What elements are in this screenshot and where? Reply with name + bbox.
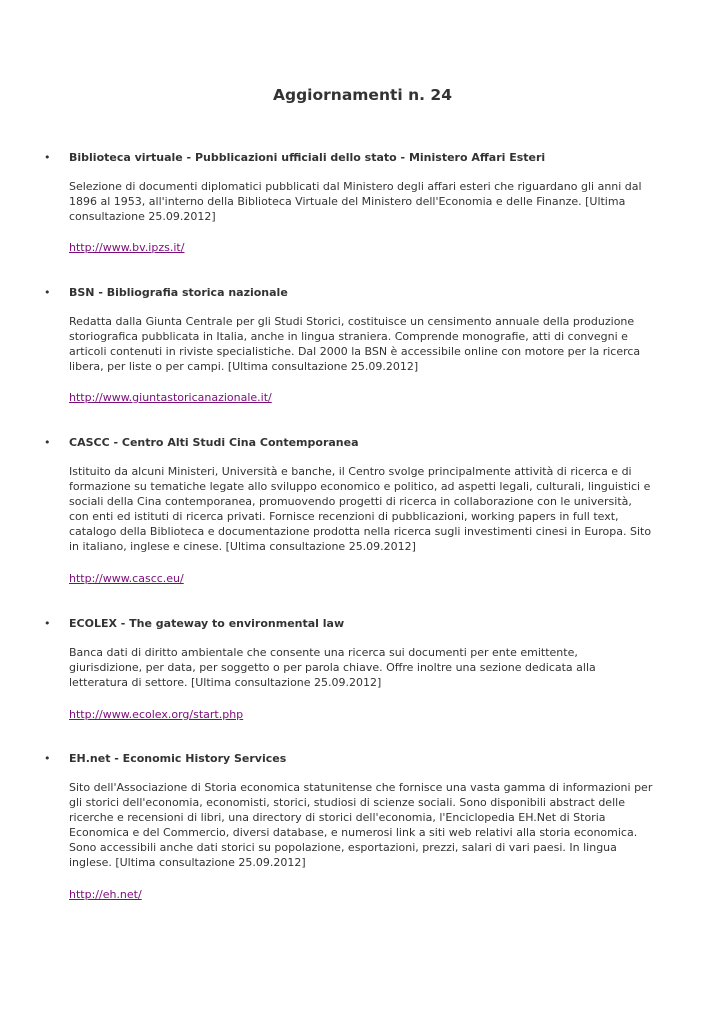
entry-description: Istituito da alcuni Ministeri, Università e banche, il Centro svolge principalmente attività di ricerca e di formazione su tematiche legate allo sviluppo economico e politico, ad aspetti legali, culturali, linguistici e sociali della Cina contemporanea, promuovendo progetti di ricerca in collaborazione con le università, con enti ed istituti di ricerca privati. Fornisce recenzioni di pubblicazioni, working papers in full text, catalogo della Biblioteca e documentazione prodotta nella ricerca sugli investimenti cinesi in Europa. Sito in italiano, inglese e cinese. [Ultima consultazione 25.09.2012] — [69, 465, 652, 554]
entry-description: Sito dell'Associazione di Storia economica statunitense che fornisce una vasta gamma di informazioni per gli storici dell'economia, economisti, storici, studiosi di scienze sociali. Sono disponibili abstract delle ricerche e recensioni di libri, una directory di storici dell'economia, l'Enciclopedia EH.Net di Storia Economica e del Commercio, diversi database, e numerosi link a siti web relativi alla storia economica. Sono accessibili anche dati storici su popolazione, esportazioni, prezzi, salari di vari paesi. In lingua inglese. [Ultima consultazione 25.09.2012] — [69, 781, 653, 870]
bullet-icon: • — [44, 151, 51, 164]
entry-link[interactable]: http://www.bv.ipzs.it/ — [69, 241, 185, 254]
entry-description: Redatta dalla Giunta Centrale per gli Studi Storici, costituisce un censimento annuale della produzione storiografica pubblicata in Italia, anche in lingua straniera. Comprende monografie, atti di convegni e articoli contenuti in riviste specialistiche. Dal 2000 la BSN è accessibile online con motore per la ricerca libera, per liste o per campi. [Ultima consultazione 25.09.2012] — [69, 315, 641, 374]
entry-title: CASCC - Centro Alti Studi Cina Contemporanea — [69, 436, 359, 449]
entry-link[interactable]: http://www.giuntastoricanazionale.it/ — [69, 391, 272, 404]
entry-title: Biblioteca virtuale - Pubblicazioni ufficiali dello stato - Ministero Affari Esteri — [69, 151, 546, 164]
entry-link[interactable]: http://www.cascc.eu/ — [69, 572, 184, 585]
entry-description: Banca dati di diritto ambientale che consente una ricerca sui documenti per ente emittente, giurisdizione, per data, per soggetto o per parola chiave. Offre inoltre una sezione dedicata alla letteratura di settore. [Ultima consultazione 25.09.2012] — [69, 646, 596, 690]
bullet-icon: • — [44, 286, 51, 299]
entry-title: BSN - Bibliografia storica nazionale — [69, 286, 288, 299]
bullet-icon: • — [44, 436, 51, 449]
bullet-icon: • — [44, 617, 51, 630]
entry-link[interactable]: http://www.ecolex.org/start.php — [69, 708, 244, 721]
entry-link[interactable]: http://eh.net/ — [69, 888, 142, 901]
entry-description: Selezione di documenti diplomatici pubblicati dal Ministero degli affari esteri che riguardano gli anni dal 1896 al 1953, all'interno della Biblioteca Virtuale del Ministero dell'Economia e delle Finanze. [Ultima consultazione 25.09.2012] — [69, 180, 642, 224]
page-title: Aggiornamenti n. 24 — [273, 86, 452, 104]
bullet-icon: • — [44, 752, 51, 765]
entry-title: ECOLEX - The gateway to environmental law — [69, 617, 345, 630]
entry-title: EH.net - Economic History Services — [69, 752, 287, 765]
